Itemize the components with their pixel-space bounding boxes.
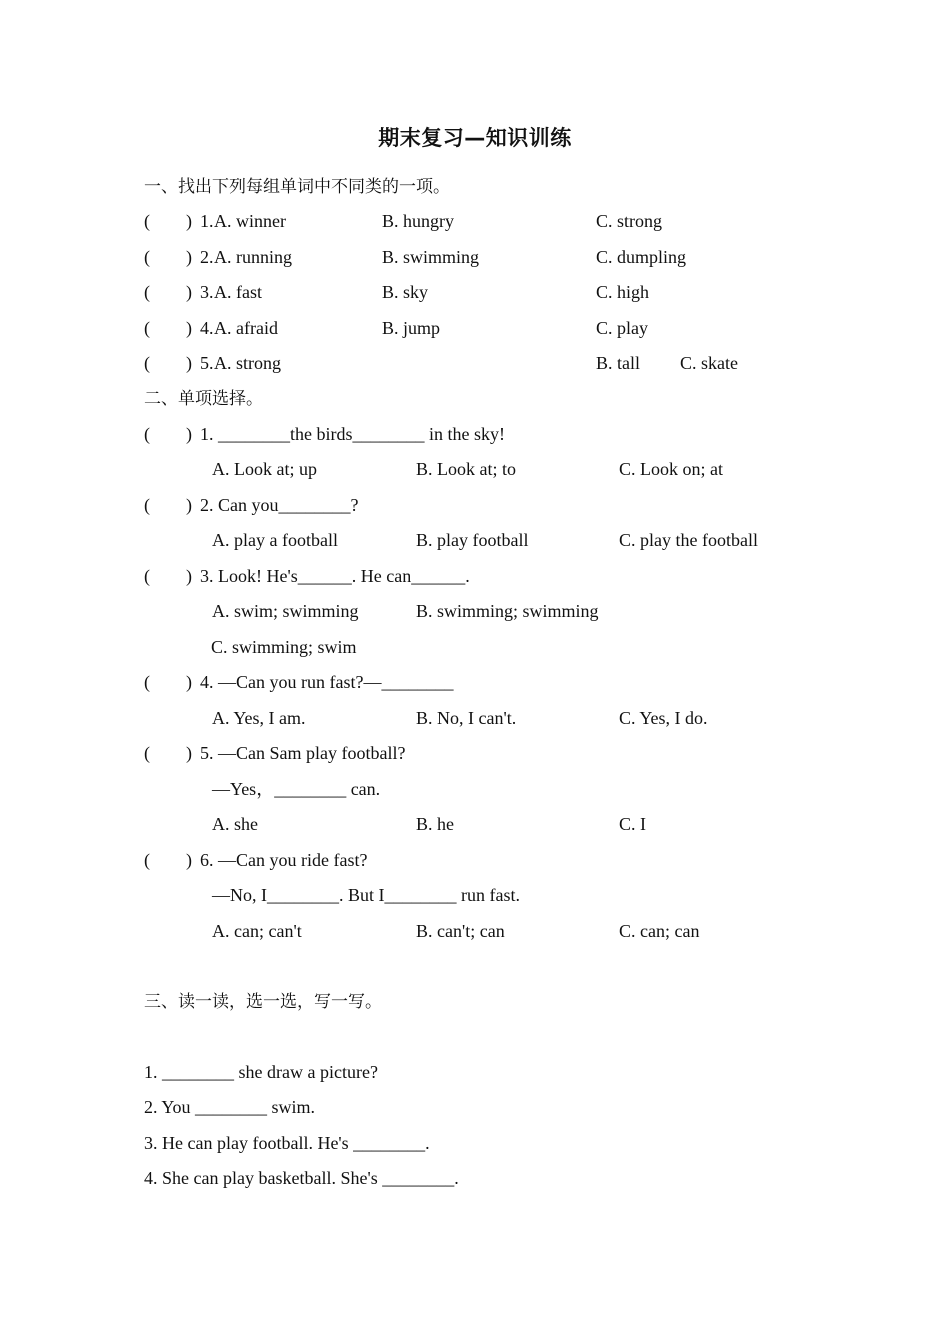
s2-option-c: C. I <box>619 814 646 834</box>
s2-question-line2: —No, I________. But I________ run fast. <box>212 885 520 905</box>
answer-bracket: ( ) <box>144 318 192 338</box>
s1-item-number: 5. <box>200 353 214 373</box>
s2-option-b: B. play football <box>416 530 529 550</box>
s2-question-line2: —Yes，________ can. <box>212 779 381 799</box>
s2-option-a: A. play a football <box>212 530 338 550</box>
answer-bracket: ( ) <box>144 672 192 692</box>
answer-bracket: ( ) <box>144 495 192 515</box>
s2-option-b: B. can't; can <box>416 921 505 941</box>
s1-option-c: C. strong <box>596 211 663 231</box>
page-title: 期末复习—知识训练 <box>378 126 572 150</box>
s2-option-a: A. swim; swimming <box>212 601 359 621</box>
section3-heading: 三、读一读，选一选，写一写。 <box>144 992 382 1012</box>
s2-option-c: C. play the football <box>619 530 758 550</box>
answer-bracket: ( ) <box>144 282 192 302</box>
section1-heading: 一、找出下列每组单词中不同类的一项。 <box>144 177 450 197</box>
s1-option-b: B. hungry <box>382 211 454 231</box>
s2-option-b: B. swimming; swimming <box>416 601 599 621</box>
s2-option-a: A. Yes, I am. <box>212 708 306 728</box>
s2-option-c: C. Yes, I do. <box>619 708 708 728</box>
s1-item-number: 2. <box>200 247 214 267</box>
s2-option-b: B. Look at; to <box>416 459 516 479</box>
answer-bracket: ( ) <box>144 424 192 444</box>
s1-item-number: 3. <box>200 282 214 302</box>
answer-bracket: ( ) <box>144 850 192 870</box>
s2-option-c: C. Look on; at <box>619 459 723 479</box>
s2-question-stem: 4. —Can you run fast?—________ <box>200 672 454 692</box>
s1-option-b: B. jump <box>382 318 441 338</box>
s1-item-number: 1. <box>200 211 214 231</box>
s2-option-a: A. she <box>212 814 258 834</box>
s3-fill-item: 1. ________ she draw a picture? <box>144 1062 378 1082</box>
s1-option-a: A. winner <box>214 211 286 231</box>
s3-fill-item: 3. He can play football. He's ________. <box>144 1133 430 1153</box>
s2-option-a: A. can; can't <box>212 921 302 941</box>
section2-heading: 二、单项选择。 <box>144 389 263 409</box>
s2-option-b: B. No, I can't. <box>416 708 517 728</box>
s1-option-a: A. fast <box>214 282 262 302</box>
answer-bracket: ( ) <box>144 743 192 763</box>
s3-fill-item: 4. She can play basketball. She's ________. <box>144 1168 459 1188</box>
s2-question-stem: 1. ________the birds________ in the sky! <box>200 424 505 444</box>
s2-question-stem: 3. Look! He's______. He can______. <box>200 566 470 586</box>
s1-option-c: C. high <box>596 282 650 302</box>
s2-option-b: B. he <box>416 814 454 834</box>
s1-option-c: C. dumpling <box>596 247 687 267</box>
s2-option-c: C. swimming; swim <box>211 637 357 657</box>
s1-option-b: B. tall <box>596 353 640 373</box>
s1-option-c: C. skate <box>680 353 738 373</box>
s1-option-a: A. strong <box>214 353 281 373</box>
s2-question-stem: 5. —Can Sam play football? <box>200 743 406 763</box>
answer-bracket: ( ) <box>144 566 192 586</box>
s1-item-number: 4. <box>200 318 214 338</box>
s1-option-a: A. running <box>214 247 292 267</box>
s2-question-stem: 6. —Can you ride fast? <box>200 850 368 870</box>
s3-fill-item: 2. You ________ swim. <box>144 1097 316 1117</box>
answer-bracket: ( ) <box>144 211 192 231</box>
s1-option-c: C. play <box>596 318 648 338</box>
answer-bracket: ( ) <box>144 353 192 373</box>
s1-option-b: B. swimming <box>382 247 480 267</box>
s1-option-b: B. sky <box>382 282 429 302</box>
s2-question-stem: 2. Can you________? <box>200 495 359 515</box>
answer-bracket: ( ) <box>144 247 192 267</box>
s1-option-a: A. afraid <box>214 318 278 338</box>
s2-option-c: C. can; can <box>619 921 700 941</box>
s2-option-a: A. Look at; up <box>212 459 317 479</box>
